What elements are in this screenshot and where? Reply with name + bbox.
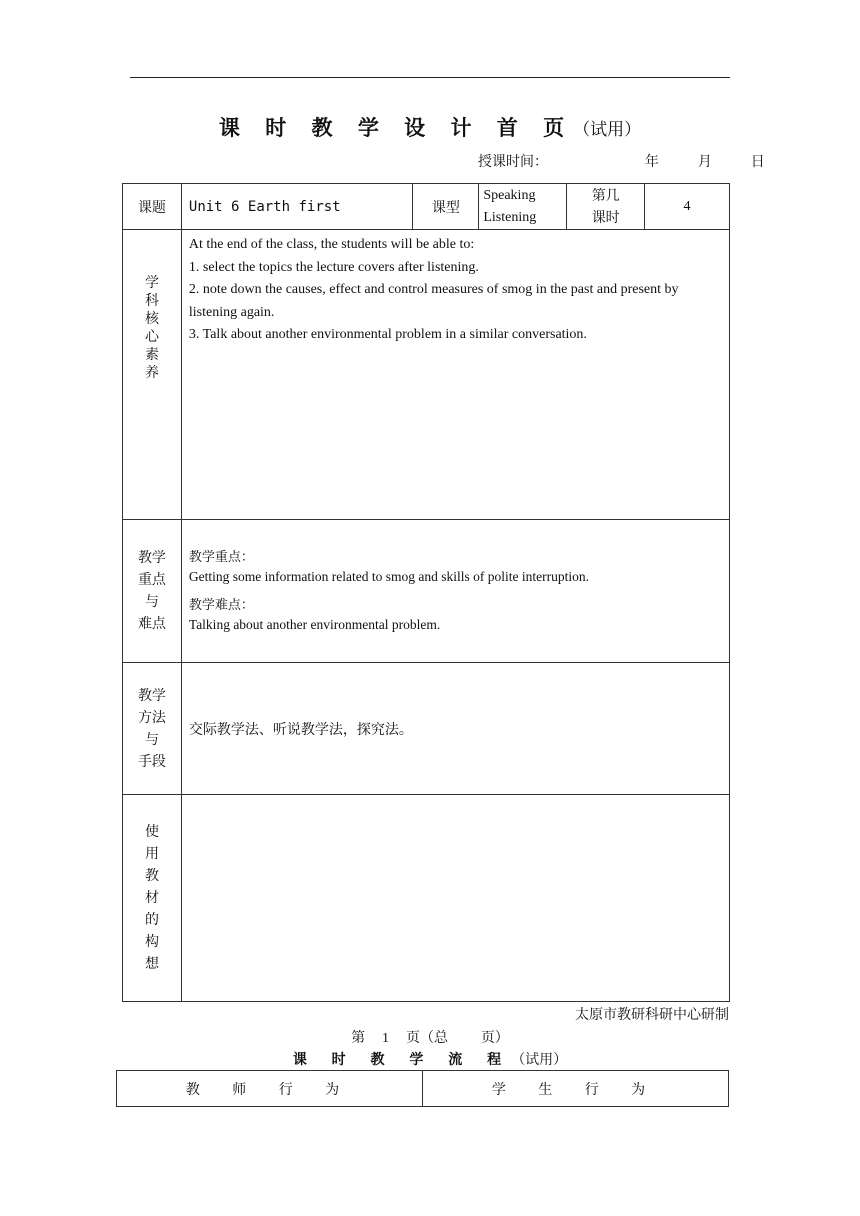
flow-title (0, 1049, 860, 1069)
literacy-intro: At the end of the class, the students will be able to: (188, 237, 475, 252)
date-label: 授课时间： (478, 154, 548, 170)
student-column-header: 学 生 行 为 (423, 1071, 729, 1107)
topic-value: Unit 6 Earth first (181, 184, 413, 230)
literacy-goal-1: 1. select the topics the lecture covers after listening. (188, 259, 479, 275)
literacy-label: 学 科 核 心 素 养 (123, 230, 182, 520)
top-rule (130, 77, 730, 78)
type-value (479, 184, 567, 230)
material-content (181, 795, 729, 1002)
keypoint-row (123, 520, 730, 663)
literacy-row (123, 230, 730, 520)
type-value-speaking: Speaking (483, 187, 536, 203)
topic-row (123, 184, 730, 230)
flow-header-row (117, 1071, 729, 1107)
topic-label: 课题 (123, 184, 182, 230)
date-line (478, 151, 765, 171)
period-label-line1: 第几 (591, 187, 620, 204)
page-number-line: 第 1 页（总 页） (351, 1030, 509, 1046)
title-suffix: （试用） (573, 120, 642, 140)
difficult-text: Talking about another environmental problem. (188, 617, 441, 632)
date-month: 月 (697, 154, 712, 170)
method-content: 交际教学法、听说教学法，探究法。 (181, 663, 729, 795)
page-number: 1 (382, 1031, 390, 1046)
method-label: 教学 方法 与 手段 (123, 663, 182, 795)
literacy-goal-2: 2. note down the causes, effect and control measures of smog in the past and present by listening again. (188, 282, 679, 320)
key-label: 教学重点： (188, 549, 254, 564)
lesson-design-table (122, 183, 730, 1002)
period-label (567, 184, 645, 230)
literacy-goal-3: 3. Talk about another environmental problem in a similar conversation. (188, 327, 587, 342)
title-main: 课 时 教 学 设 计 首 页 (218, 115, 574, 140)
flow-title-suffix: （试用） (511, 1052, 568, 1068)
teacher-column-header: 教 师 行 为 (117, 1071, 423, 1107)
period-label-line2: 课时 (591, 209, 620, 226)
page-title (0, 112, 860, 142)
material-label: 使 用 教 材 的 构 想 (123, 795, 182, 1002)
flow-title-main: 课 时 教 学 流 程 (292, 1052, 512, 1068)
organization-credit: 太原市教研科研中心研制 (575, 1007, 729, 1023)
method-row (123, 663, 730, 795)
lesson-flow-table (116, 1070, 729, 1107)
literacy-content (181, 230, 729, 520)
date-year: 年 (644, 154, 659, 170)
keypoint-content (181, 520, 729, 663)
keypoint-label: 教学 重点 与 难点 (123, 520, 182, 663)
type-value-listening: Listening (483, 209, 537, 225)
material-row (123, 795, 730, 1002)
key-text: Getting some information related to smog and skills of polite interruption. (188, 569, 589, 584)
period-value: 4 (645, 184, 730, 230)
type-label: 课型 (413, 184, 479, 230)
date-day: 日 (750, 154, 765, 170)
difficult-label: 教学难点： (188, 597, 254, 612)
